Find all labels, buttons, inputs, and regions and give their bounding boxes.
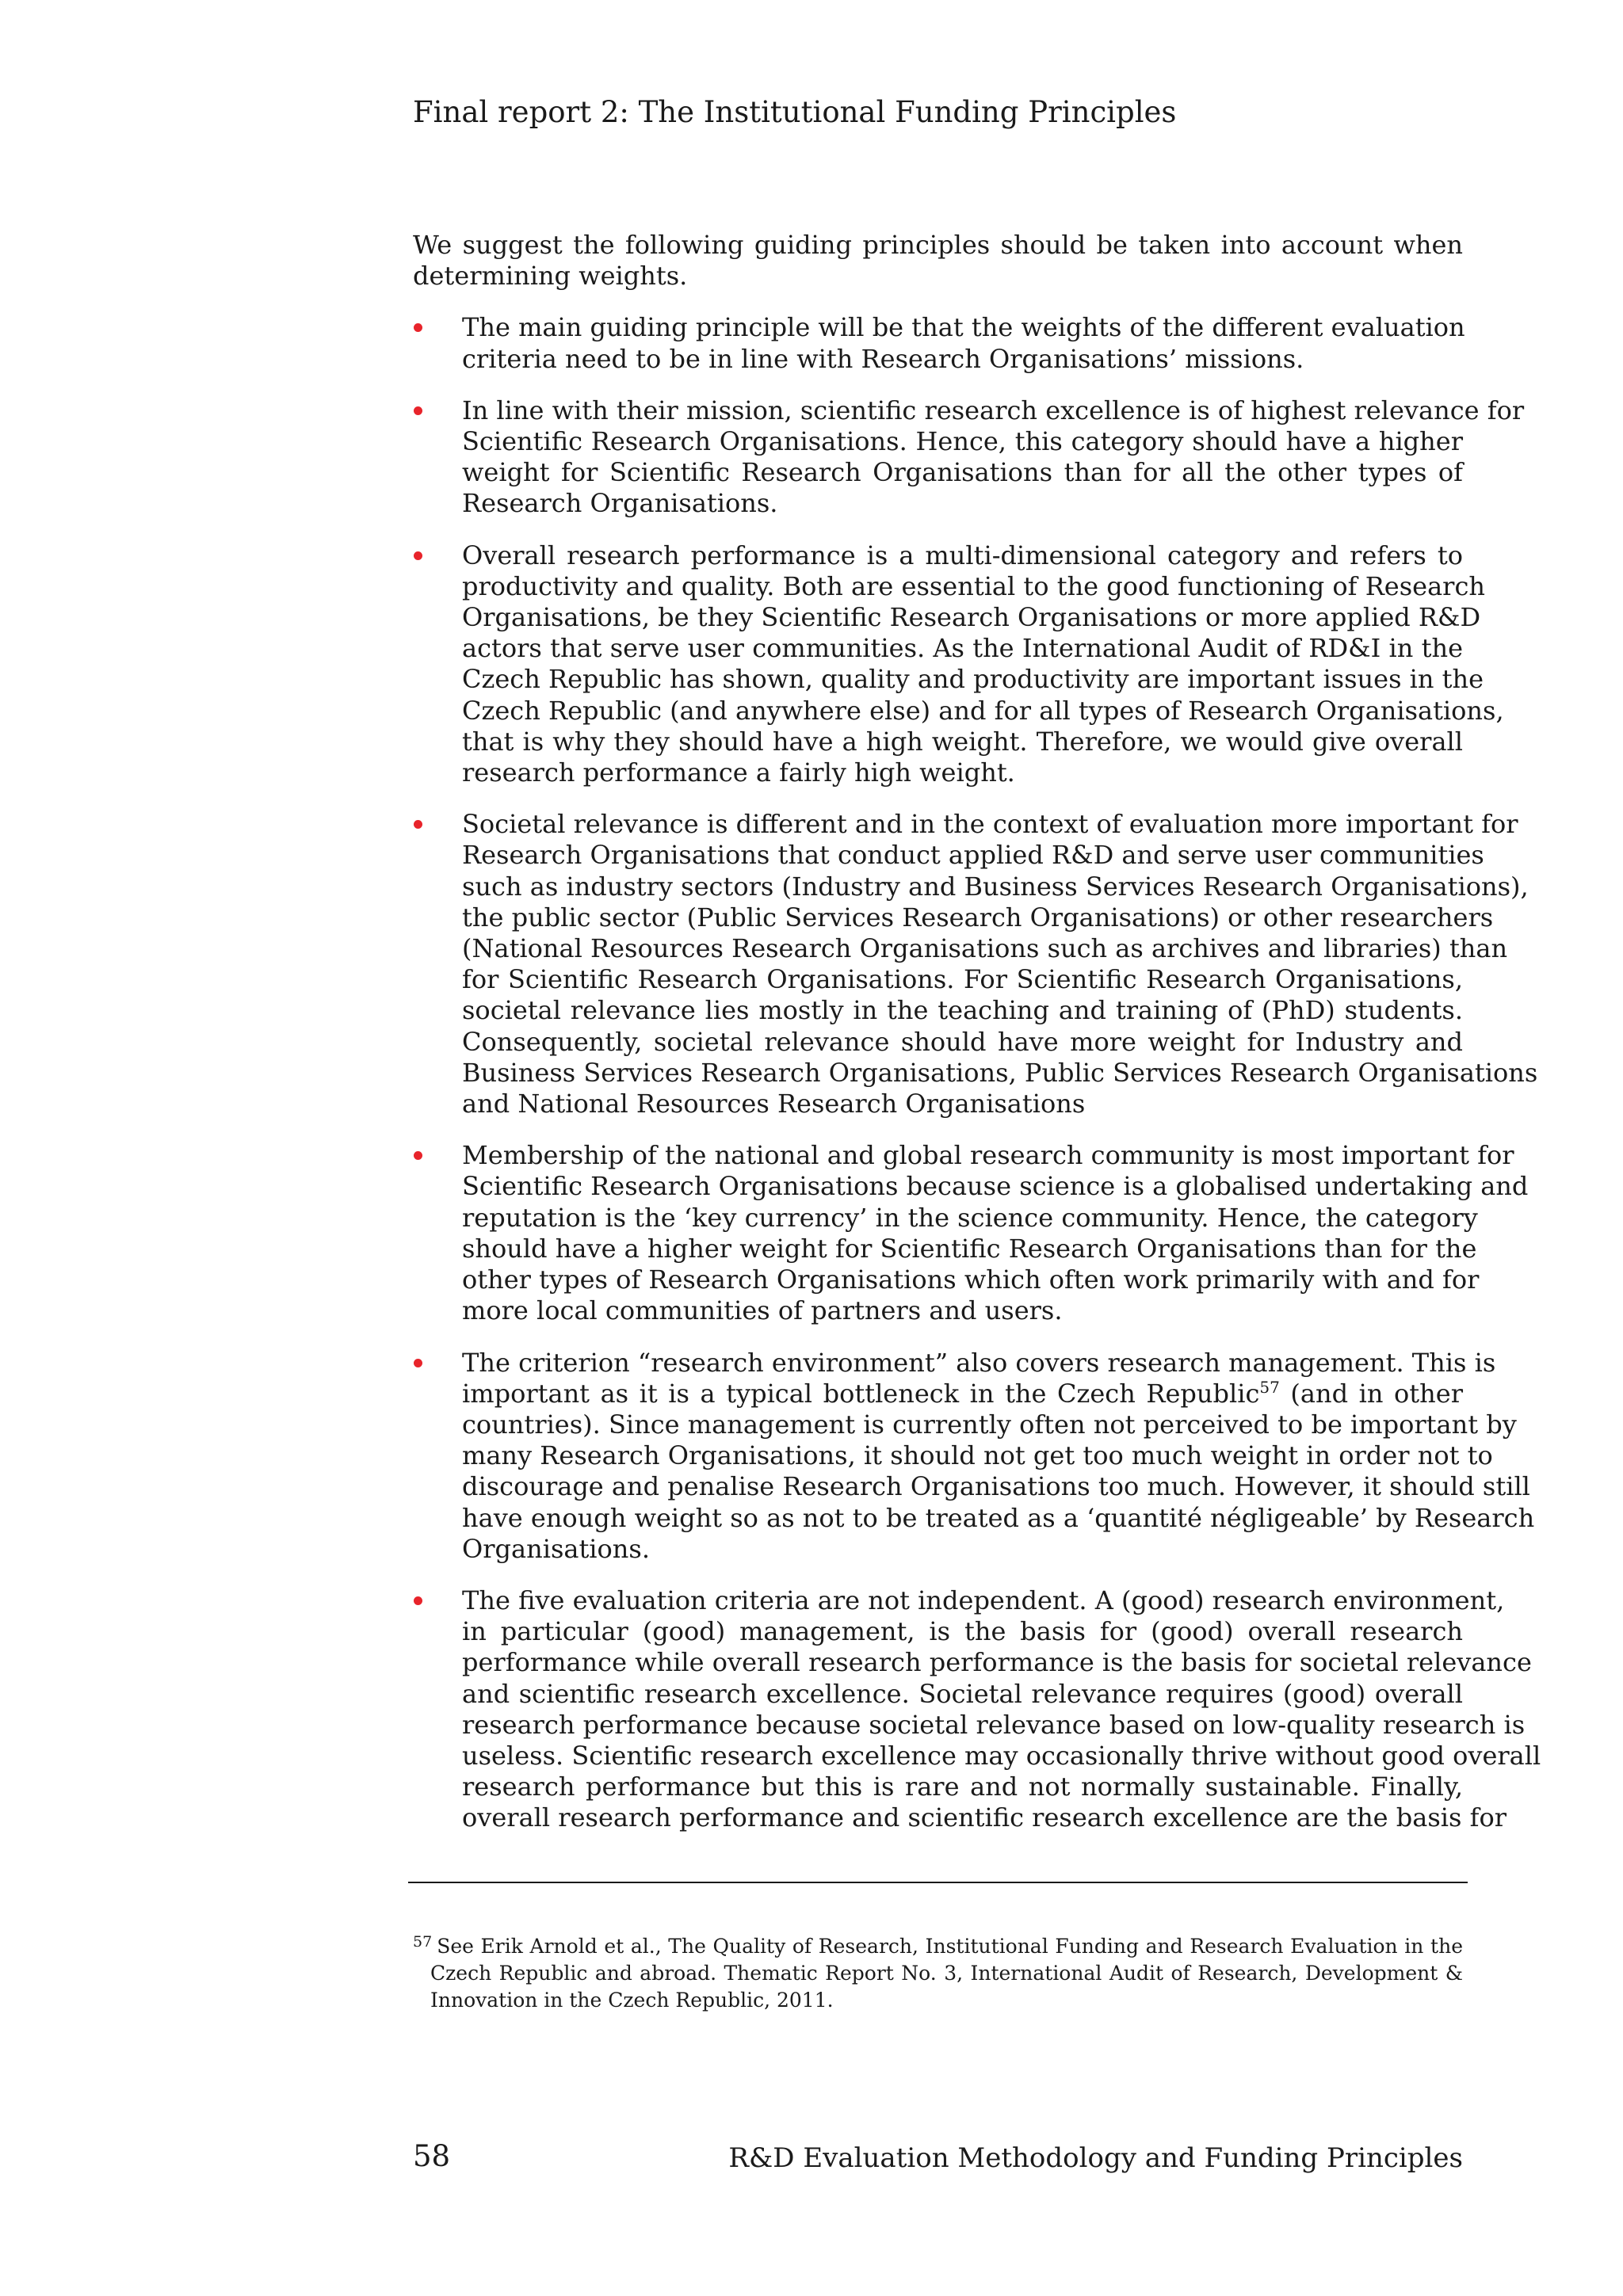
- footnote-line: Innovation in the Czech Republic, 2011.: [430, 1989, 834, 2012]
- footnote-number: 57: [413, 1933, 433, 1951]
- list-item: [413, 1347, 1535, 1565]
- list-item: [413, 540, 1504, 789]
- text-line: that is why they should have a high weight. Therefore, we would give overall: [462, 726, 1463, 757]
- text-line: Consequently, societal relevance should have more weight for Industry and: [462, 1026, 1463, 1057]
- text-line: Membership of the national and global research community is most important for: [462, 1140, 1514, 1171]
- text-line: Czech Republic (and anywhere else) and for all types of Research Organisations,: [462, 695, 1504, 726]
- text-line: Scientific Research Organisations. Hence, this category should have a higher: [462, 426, 1463, 457]
- list-item: [413, 395, 1525, 520]
- bullet-icon: [414, 323, 422, 332]
- running-header: Final report 2: The Institutional Funding Principles: [413, 95, 1177, 129]
- text-line: productivity and quality. Both are essential to the good functioning of Research: [462, 570, 1485, 601]
- running-footer: R&D Evaluation Methodology and Funding Principles: [728, 2142, 1463, 2174]
- text-line: should have a higher weight for Scientific Research Organisations than for the: [462, 1233, 1477, 1264]
- text-line: (National Resources Research Organisations such as archives and libraries) than: [462, 933, 1508, 964]
- footnote-reference[interactable]: 57: [1259, 1377, 1280, 1397]
- text-line: The five evaluation criteria are not independent. A (good) research environment,: [462, 1585, 1505, 1615]
- text-line: Research Organisations.: [462, 488, 778, 519]
- footnote: [413, 1933, 1463, 2014]
- text-line: Scientific Research Organisations because science is a globalised undertaking and: [462, 1171, 1529, 1202]
- text-line: for Scientific Research Organisations. For Scientific Research Organisations,: [462, 964, 1463, 995]
- footnote-divider: [408, 1882, 1468, 1883]
- text-line: research performance but this is rare and not normally sustainable. Finally,: [462, 1772, 1463, 1802]
- list-item: [413, 1585, 1541, 1834]
- text-line: more local communities of partners and users.: [462, 1295, 1063, 1326]
- bullet-icon: [414, 820, 422, 829]
- text-line: useless. Scientific research excellence may occasionally thrive without good overall: [462, 1740, 1541, 1771]
- footnote-line: $^{57}$ See Erik Arnold et al., The Quality of Research, Institutional Funding and Research Evaluation in the: [413, 1933, 1463, 1958]
- text-line: performance while overall research performance is the basis for societal relevance: [462, 1647, 1532, 1678]
- text-line: other types of Research Organisations which often work primarily with and for: [462, 1264, 1480, 1295]
- text-line: weight for Scientific Research Organisations than for all the other types of: [462, 457, 1463, 488]
- text-line: societal relevance lies mostly in the teaching and training of (PhD) students.: [462, 995, 1463, 1026]
- text-line: many Research Organisations, it should not get too much weight in order not to: [462, 1440, 1493, 1471]
- text-line: Overall research performance is a multi-dimensional category and refers to: [462, 540, 1463, 570]
- bullet-icon: [414, 551, 422, 560]
- text-line: In line with their mission, scientific research excellence is of highest relevance for: [462, 395, 1525, 425]
- footnote-line: Czech Republic and abroad. Thematic Report No. 3, International Audit of Research, Development &: [430, 1962, 1463, 1985]
- text-line: in particular (good) management, is the basis for (good) overall research: [462, 1616, 1463, 1647]
- bullet-icon: [414, 1596, 422, 1605]
- text-line: discourage and penalise Research Organisations too much. However, it should still: [462, 1471, 1530, 1502]
- text-line: actors that serve user communities. As the International Audit of RD&I in the: [462, 633, 1463, 664]
- text-line: Czech Republic has shown, quality and productivity are important issues in the: [462, 664, 1484, 695]
- text-line: overall research performance and scientific research excellence are the basis for: [462, 1802, 1507, 1833]
- text-line: reputation is the ‘key currency’ in the science community. Hence, the category: [462, 1202, 1478, 1233]
- list-item: [413, 809, 1538, 1119]
- text-line: research performance because societal relevance based on low-quality research is: [462, 1709, 1526, 1740]
- text-line: countries). Since management is currently often not perceived to be important by: [462, 1409, 1517, 1440]
- text-line: Societal relevance is different and in the context of evaluation more important for: [462, 809, 1518, 840]
- bullet-icon: [414, 406, 422, 415]
- intro-paragraph: We suggest the following guiding principles should be taken into account when determining weights.: [413, 230, 1463, 292]
- page-number: 58: [413, 2139, 451, 2173]
- text-line: research performance a fairly high weight.: [462, 757, 1015, 788]
- text-line: Organisations.: [462, 1533, 650, 1564]
- bullet-icon: [414, 1151, 422, 1160]
- text-line: Business Services Research Organisations, Public Services Research Organisations: [462, 1057, 1538, 1088]
- text-line: The main guiding principle will be that the weights of the different evaluation: [462, 312, 1465, 343]
- body-text: [413, 230, 1541, 1855]
- guiding-principles-list: [413, 312, 1541, 1833]
- text-line: criteria need to be in line with Research Organisations’ missions.: [462, 343, 1304, 374]
- list-item: [413, 1140, 1529, 1326]
- text-line: and scientific research excellence. Societal relevance requires (good) overall: [462, 1678, 1463, 1709]
- text-line: Organisations, be they Scientific Research Organisations or more applied R&D: [462, 602, 1481, 633]
- text-line: The criterion “research environment” also covers research management. This is: [462, 1347, 1496, 1378]
- text-line: important as it is a typical bottleneck in the Czech Republic$^{57}$ (and in other: [462, 1377, 1464, 1409]
- text-line: Research Organisations that conduct applied R&D and serve user communities: [462, 840, 1484, 871]
- text-line: such as industry sectors (Industry and Business Services Research Organisations),: [462, 871, 1529, 902]
- list-item: [413, 312, 1463, 374]
- text-line: and National Resources Research Organisations: [462, 1089, 1086, 1119]
- bullet-icon: [414, 1359, 422, 1367]
- text-line: have enough weight so as not to be treated as a ‘quantité négligeable’ by Research: [462, 1502, 1535, 1533]
- text-line: the public sector (Public Services Research Organisations) or other researchers: [462, 902, 1494, 933]
